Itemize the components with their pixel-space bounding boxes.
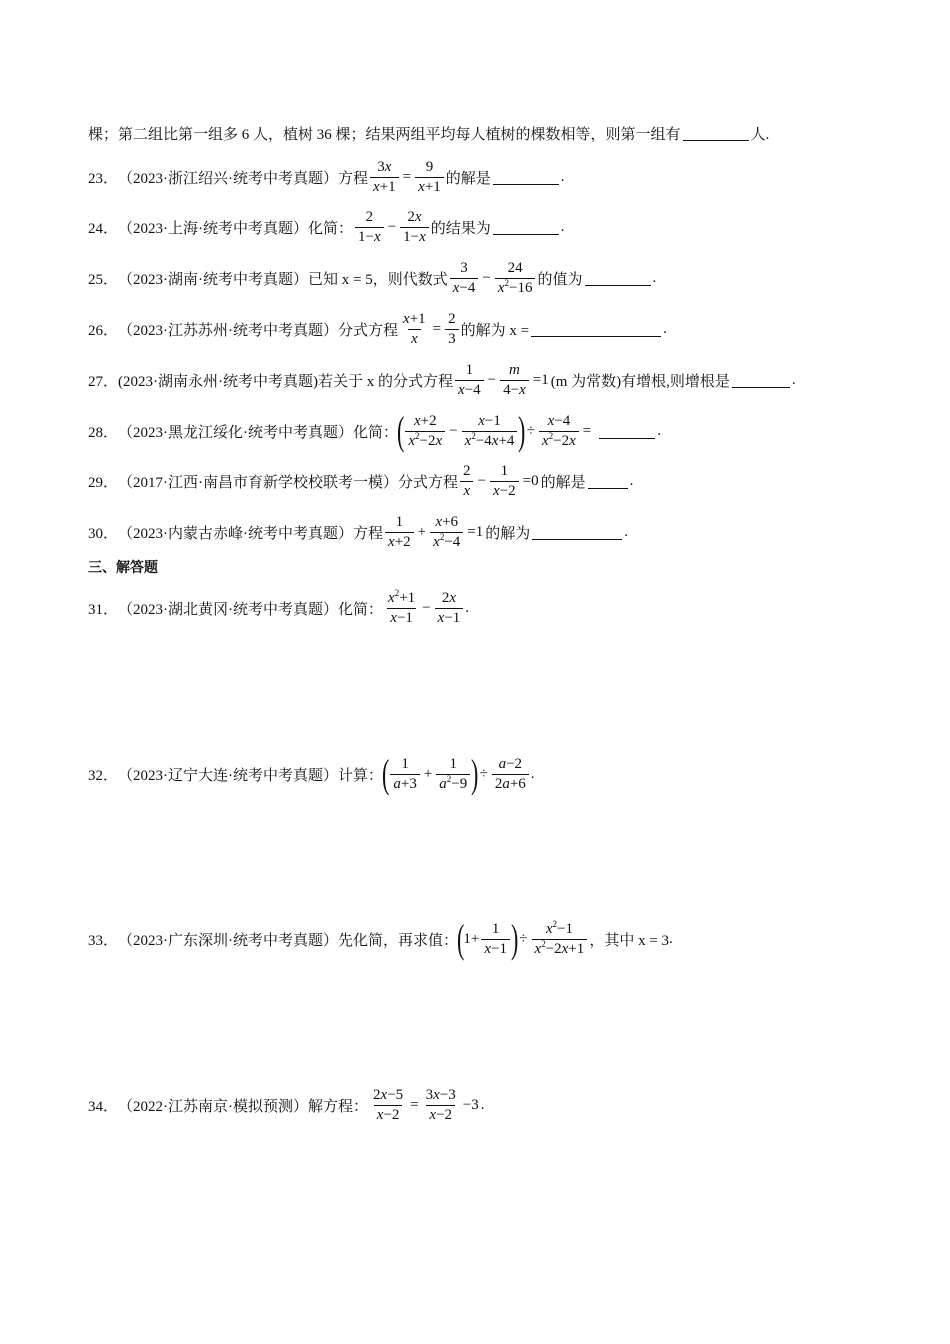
period: . (657, 422, 662, 439)
question-32: 32． （2023·辽宁大连·统考中考真题） 计算： ( $\frac{1}{a+3}$ + $\frac{1}{a^2-9}$ ) ÷ $\frac{a-2}{2a+6}$ . (88, 751, 535, 796)
question-number: 25． (88, 271, 119, 288)
period: . (669, 930, 673, 947)
answer-blank[interactable] (532, 525, 622, 540)
question-source: (2023·湖南永州·统考中考真题) (118, 373, 318, 390)
question-text: 方程 (338, 170, 369, 187)
question-27: 27． (2023·湖南永州·统考中考真题) 若关于 x 的分式方程 $\frac{1}{x-4}$ − $\frac{m}{4-x}$ =1 (m 为常数)有增根,则增根是 . (88, 361, 796, 398)
left-paren: ( (457, 916, 465, 961)
question-text: 方程 (353, 525, 384, 542)
fraction: $\frac{2}{x}$ (460, 463, 474, 500)
question-text: 若关于 x 的分式方程 (318, 373, 454, 390)
question-source: （2023·广东深圳·统考中考真题） (118, 932, 339, 949)
fraction: $\frac{2x-5}{x-2}$ (373, 1086, 404, 1123)
period: . (465, 599, 470, 616)
question-source: （2022·江苏南京·模拟预测） (118, 1098, 309, 1115)
fraction: $\frac{1}{x+2}$ (385, 514, 414, 551)
question-28: 28． （2023·黑龙江绥化·统考中考真题） 化简： ( $\frac{x+2}{x^2-2x}$ − $\frac{x-1}{x^2-4x+4}$ ) ÷ $\frac{x-4}{x^2-2x}$ = . (88, 408, 662, 453)
section-heading-text: 三、解答题 (88, 560, 158, 576)
question-31: 31． （2023·湖北黄冈·统考中考真题） 化简： $\frac{x^2+1}{x-1}$ − $\frac{2x}{x-1}$ . (88, 587, 470, 626)
question-text: 的解是 (540, 474, 586, 491)
question-number: 26． (88, 322, 119, 339)
question-text: 的解为 (485, 525, 531, 542)
question-25: 25． （2023·湖南·统考中考真题） 已知 x = 5，则代数式 $\frac{3}{x-4}$ − $\frac{24}{x^2-16}$ 的值为 . (88, 259, 657, 296)
section-heading (88, 552, 158, 582)
fraction: $\frac{2}{3}$ (445, 311, 459, 348)
question-text: 的结果为 (430, 220, 491, 237)
right-paren: ) (510, 916, 519, 961)
period: . (652, 269, 657, 286)
period: . (624, 523, 629, 540)
question-22-continuation (88, 113, 769, 153)
question-number: 34． (88, 1098, 119, 1115)
answer-space-34[interactable] (88, 1135, 868, 1285)
period: . (480, 1096, 485, 1113)
answer-space-33[interactable] (88, 970, 868, 1070)
fraction: $\frac{1}{x-1}$ (481, 921, 510, 958)
fraction: $\frac{2}{1-x}$ (355, 209, 384, 246)
answer-space-31[interactable] (88, 640, 868, 740)
question-source: （2017·江西·南昌市育新学校校联考一模） (118, 474, 399, 491)
period: . (560, 218, 565, 235)
fraction: $\frac{x-4}{x^2-2x}$ (539, 413, 579, 450)
period: . (629, 472, 634, 489)
answer-space-32[interactable] (88, 805, 868, 905)
right-paren: ) (471, 751, 479, 796)
fraction: $\frac{x^2-1}{x^2-2x+1}$ (532, 921, 588, 958)
question-text: 人. (750, 126, 770, 143)
fraction: $\frac{3x-3}{x-2}$ (425, 1086, 456, 1123)
question-text: ，其中 x = 3 (589, 932, 670, 949)
question-text: 的解为 x = (460, 322, 530, 339)
question-number: 23． (88, 170, 119, 187)
fraction: $\frac{m}{4-x}$ (500, 362, 529, 399)
fraction: $\frac{x-1}{x^2-4x+4}$ (462, 413, 518, 450)
question-text: 棵；第二组比第一组多 6 人，植树 36 棵；结果两组平均每人植树的棵数相等，则第一组有 (88, 126, 681, 143)
question-source: （2023·浙江绍兴·统考中考真题） (118, 170, 339, 187)
question-number: 32． (88, 767, 119, 784)
question-number: 27． (88, 373, 119, 390)
question-source: （2023·辽宁大连·统考中考真题） (118, 767, 339, 784)
question-26: 26． （2023·江苏苏州·统考中考真题） 分式方程 $\frac{x+1}{x}$ = $\frac{2}{3}$ 的解为 x = . (88, 310, 667, 347)
question-30: 30． （2023·内蒙古赤峰·统考中考真题） 方程 $\frac{1}{x+2}$ + $\frac{x+6}{x^2-4}$ =1 的解为 . (88, 513, 629, 550)
question-number: 30． (88, 525, 119, 542)
question-number: 29． (88, 474, 119, 491)
question-number: 28． (88, 424, 119, 441)
fraction: $\frac{24}{x^2-16}$ (495, 260, 536, 297)
question-text: (m 为常数)有增根,则增根是 (550, 373, 730, 390)
answer-blank[interactable] (493, 220, 559, 235)
question-source: （2023·上海·统考中考真题） (118, 220, 309, 237)
fraction: $\frac{2x}{x-1}$ (435, 590, 464, 627)
question-text: 解方程： (308, 1098, 369, 1115)
fraction: $\frac{1}{x-4}$ (455, 362, 484, 399)
fraction: $\frac{x+1}{x}$ (403, 310, 426, 347)
answer-blank[interactable] (599, 424, 655, 439)
fraction: $\frac{9}{x+1}$ (415, 159, 444, 196)
answer-blank[interactable] (493, 170, 559, 185)
answer-blank[interactable] (585, 271, 651, 286)
question-text: 化简： (338, 601, 384, 618)
right-paren: ) (518, 408, 526, 453)
question-text: 已知 x = 5，则代数式 (308, 271, 448, 288)
fraction: $\frac{1}{a^2-9}$ (436, 756, 470, 793)
question-text: 化简： (308, 220, 354, 237)
fraction: $\frac{3}{x-4}$ (450, 260, 479, 297)
question-source: （2023·黑龙江绥化·统考中考真题） (118, 424, 354, 441)
answer-blank[interactable] (683, 126, 749, 141)
fraction: $\frac{1}{x-2}$ (490, 463, 519, 500)
fraction: $\frac{a-2}{2a+6}$ (492, 756, 529, 793)
question-text: 先化简，再求值： (338, 932, 459, 949)
fraction: $\frac{x+6}{x^2-4}$ (430, 514, 463, 551)
question-text: 计算： (338, 767, 384, 784)
question-number: 31． (88, 601, 119, 618)
answer-blank[interactable] (588, 474, 628, 489)
answer-blank[interactable] (531, 322, 661, 337)
fraction: $\frac{3x}{x+1}$ (370, 159, 399, 196)
fraction: $\frac{2x}{1-x}$ (400, 209, 429, 246)
period: . (560, 168, 565, 185)
question-source: （2023·内蒙古赤峰·统考中考真题） (118, 525, 354, 542)
question-number: 24． (88, 220, 119, 237)
fraction: $\frac{x+2}{x^2-2x}$ (405, 413, 445, 450)
question-text: 分式方程 (398, 474, 459, 491)
question-23: 23． （2023·浙江绍兴·统考中考真题） 方程 $\frac{3x}{x+1}$ = $\frac{9}{x+1}$ 的解是 . (88, 158, 565, 195)
question-29: 29． （2017·江西·南昌市育新学校校联考一模） 分式方程 $\frac{2}{x}$ − $\frac{1}{x-2}$ =0 的解是 . (88, 462, 634, 499)
question-text: 的值为 (537, 271, 583, 288)
question-text: 化简： (353, 424, 399, 441)
period: . (791, 371, 796, 388)
question-text: 分式方程 (338, 322, 399, 339)
question-text: 的解是 (445, 170, 491, 187)
fraction: $\frac{x^2+1}{x-1}$ (388, 587, 416, 626)
fraction: $\frac{1}{a+3}$ (390, 756, 419, 793)
question-34: 34． （2022·江苏南京·模拟预测） 解方程： $\frac{2x-5}{x-2}$ = $\frac{3x-3}{x-2}$ −3 . (88, 1086, 485, 1123)
question-33: 33． （2023·广东深圳·统考中考真题） 先化简，再求值： ( 1+ $\frac{1}{x-1}$ ) ÷ $\frac{x^2-1}{x^2-2x+1}$ ，其中 x = 3 . (88, 916, 673, 961)
left-paren: ( (382, 751, 390, 796)
question-source: （2023·湖北黄冈·统考中考真题） (118, 601, 339, 618)
question-24: 24． （2023·上海·统考中考真题） 化简： $\frac{2}{1-x}$ − $\frac{2x}{1-x}$ 的结果为 . (88, 208, 565, 245)
question-source: （2023·湖南·统考中考真题） (118, 271, 309, 288)
left-paren: ( (397, 408, 405, 453)
question-source: （2023·江苏苏州·统考中考真题） (118, 322, 339, 339)
answer-blank[interactable] (732, 373, 790, 388)
period: . (530, 765, 535, 782)
question-number: 33． (88, 932, 119, 949)
period: . (663, 320, 667, 337)
